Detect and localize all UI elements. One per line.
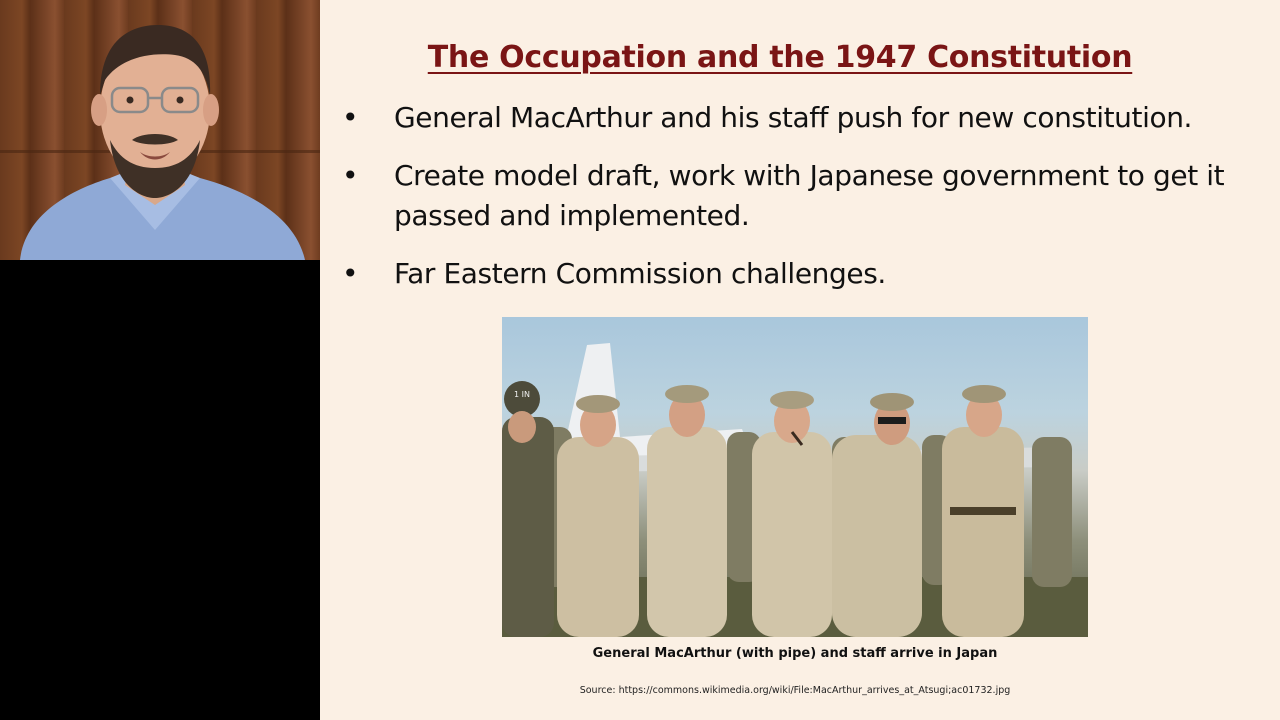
- bullet-item: [342, 254, 1242, 294]
- bullet-marker: •: [342, 159, 359, 192]
- bullet-text: General MacArthur and his staff push for new constitution.: [394, 101, 1193, 134]
- bullet-item: [342, 98, 1242, 138]
- slide: [320, 0, 1280, 720]
- bullet-text: Far Eastern Commission challenges.: [394, 257, 886, 290]
- photo-illustration: [502, 317, 1088, 637]
- bullet-marker: •: [342, 101, 359, 134]
- bullet-item: [342, 156, 1242, 236]
- photo-caption: General MacArthur (with pipe) and staff arrive in Japan: [592, 646, 998, 661]
- macarthur-arrival-photo: [502, 317, 1088, 637]
- presenter-webcam-video: [0, 0, 320, 260]
- bullet-text: Create model draft, work with Japanese government to get it passed and implemented.: [394, 159, 1225, 232]
- presenter-panel: [0, 0, 320, 720]
- slide-title: The Occupation and the 1947 Constitution: [427, 40, 1133, 75]
- source-citation: Source: https://commons.wikimedia.org/wiki/File:MacArthur_arrives_at_Atsugi;ac01732.jpg: [579, 685, 1011, 696]
- bullet-list: [342, 98, 1242, 312]
- presenter-figure: [0, 0, 320, 260]
- helmet-text: 1 IN: [514, 390, 530, 399]
- bullet-marker: •: [342, 257, 359, 290]
